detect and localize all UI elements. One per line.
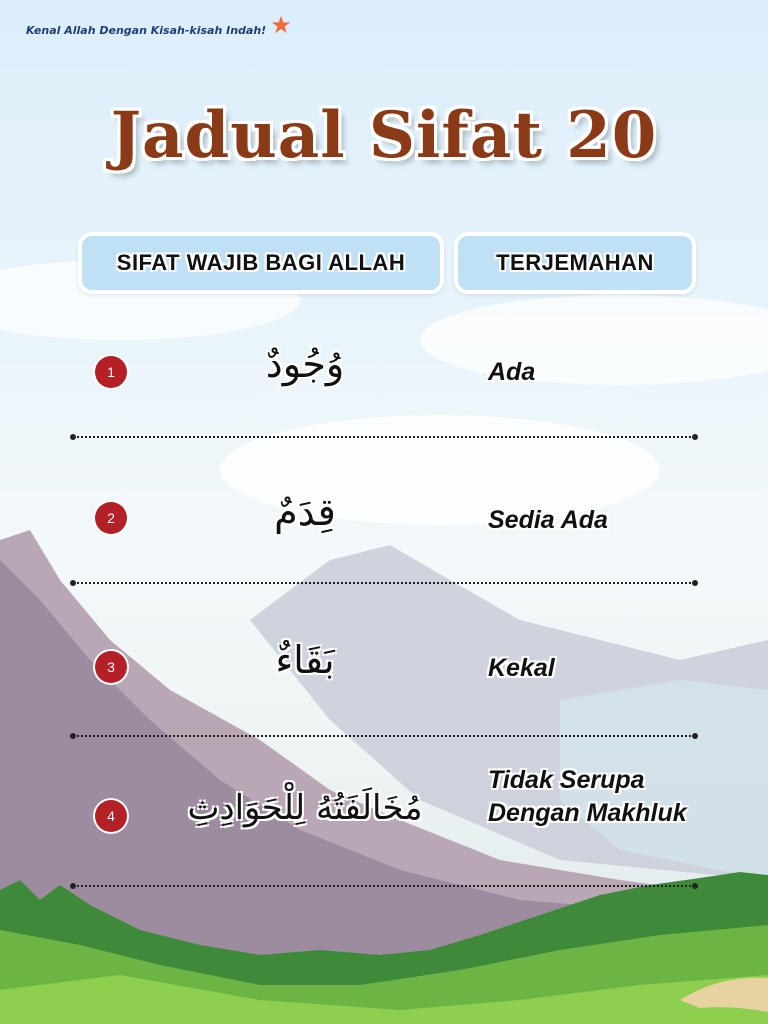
row-divider — [73, 582, 695, 584]
tagline — [26, 10, 292, 39]
arabic-term: مُخَالَفَتُهُ لِلْحَوَادِثِ — [187, 788, 423, 828]
meaning-text: Ada — [488, 358, 536, 386]
row-number-badge: 3 — [95, 651, 127, 683]
row-number-badge: 1 — [95, 356, 127, 388]
row-divider — [73, 735, 695, 737]
row-divider — [73, 436, 695, 438]
tagline-text: Kenal Allah Dengan Kisah-kisah Indah! — [26, 24, 267, 37]
table-header-terjemahan: TERJEMAHAN — [454, 232, 696, 294]
meaning-text: Sedia Ada — [488, 506, 608, 534]
table-header-sifat: SIFAT WAJIB BAGI ALLAH — [78, 232, 444, 294]
star-icon: ★ — [270, 10, 292, 39]
arabic-term: وُجُودٌ — [265, 342, 345, 386]
row-number-badge: 2 — [95, 502, 127, 534]
row-number-badge: 4 — [95, 800, 127, 832]
meaning-text: Tidak Serupa Dengan Makhluk — [488, 766, 687, 827]
page-title: Jadual Sifat 20 — [110, 98, 658, 173]
arabic-term: بَقَاءٌ — [275, 638, 335, 682]
meaning-text: Kekal — [488, 654, 555, 682]
arabic-term: قِدَمٌ — [274, 490, 336, 534]
row-divider — [73, 885, 695, 887]
